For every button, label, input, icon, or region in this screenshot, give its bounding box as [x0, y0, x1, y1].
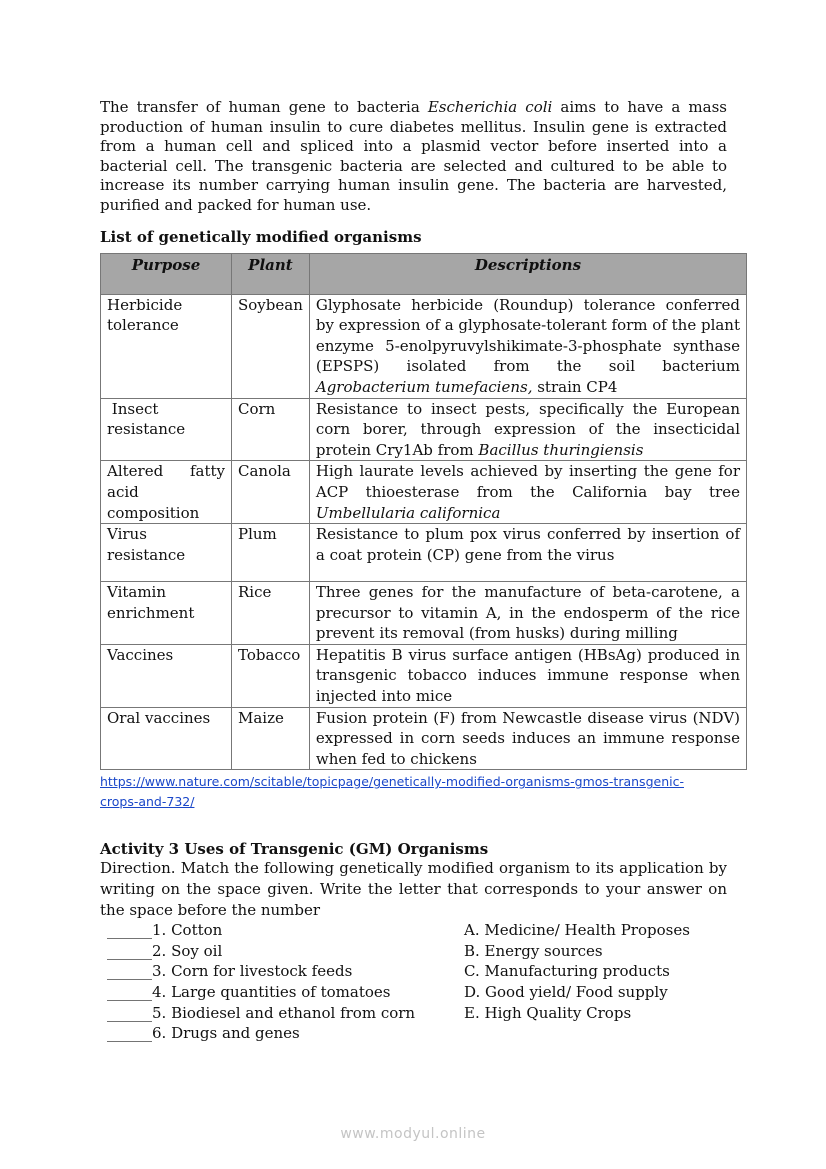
match-item[interactable]: ______1. Cotton	[107, 921, 223, 940]
cell-description	[309, 582, 746, 645]
desc-text: Glyphosate herbicide (Roundup) tolerance conferred by expression of a glyphosate-tolerant form of the plant enzyme 5-enolpyruvylshikimate-3-phosphate synthase (EPSPS) isolated from the soil bacterium	[315, 295, 740, 376]
match-option: A. Medicine/ Health Proposes	[464, 921, 690, 940]
cell-plant: Corn	[232, 398, 310, 461]
header-purpose: Purpose	[101, 253, 232, 294]
desc-text: Resistance to insect pests, specifically the European corn borer, through expression of the insecticidal protein Cry1Ab from	[315, 399, 740, 459]
match-option: E. High Quality Crops	[464, 1003, 632, 1022]
cell-description	[309, 707, 746, 770]
cell-description	[309, 294, 746, 398]
cell-description	[309, 524, 746, 582]
cell-plant: Rice	[232, 582, 310, 645]
cell-purpose: Insect resistance	[101, 398, 232, 461]
match-item[interactable]: ______6. Drugs and genes	[107, 1024, 300, 1043]
document-page	[100, 98, 740, 1050]
option-list	[464, 920, 690, 1023]
table-row	[101, 707, 747, 770]
desc-italic: Umbellularia californica	[315, 503, 501, 522]
organism-name: Escherichia coli	[427, 98, 553, 116]
table-row	[101, 644, 747, 707]
desc-text: Fusion protein (F) from Newcastle disease virus (NDV) expressed in corn seeds induces an immune response when fed to chickens	[315, 708, 740, 768]
desc-text: Resistance to plum pox virus conferred by insertion of a coat protein (CP) gene from the virus	[315, 525, 740, 564]
source-link[interactable]: https://www.nature.com/scitable/topicpage/genetically-modified-organisms-gmos-transgenic-crops-and-732/	[100, 774, 684, 810]
match-option: D. Good yield/ Food supply	[464, 983, 668, 1001]
match-option: B. Energy sources	[464, 941, 603, 960]
activity-direction: Direction. Match the following genetically modified organism to its application by writing on the space given. Write the letter that corresponds to your answer on the space before the number	[100, 859, 727, 919]
cell-purpose: Vaccines	[101, 644, 232, 707]
table-row	[101, 524, 747, 582]
header-plant: Plant	[232, 253, 310, 294]
cell-plant: Maize	[232, 707, 310, 770]
intro-paragraph	[100, 98, 727, 216]
cell-plant: Plum	[232, 524, 310, 582]
desc-text: Three genes for the manufacture of beta-carotene, a precursor to vitamin A, in the endosperm of the rice prevent its removal (from husks) during milling	[315, 583, 740, 643]
matching-exercise	[100, 920, 727, 1050]
table-row	[101, 461, 747, 524]
header-descriptions: Descriptions	[309, 253, 746, 294]
cell-purpose: Herbicide tolerance	[101, 294, 232, 398]
table-title: List of genetically modified organisms	[100, 227, 422, 246]
cell-purpose: Altered fatty acid composition	[101, 461, 232, 524]
cell-plant: Canola	[232, 461, 310, 524]
cell-purpose: Vitamin enrichment	[101, 582, 232, 645]
match-item[interactable]: ______2. Soy oil	[107, 941, 223, 960]
desc-italic: Bacillus thuringiensis	[478, 440, 644, 459]
cell-plant: Tobacco	[232, 644, 310, 707]
desc-text: Hepatitis B virus surface antigen (HBsAg) produced in transgenic tobacco induces immune response when injected into mice	[315, 645, 740, 706]
desc-text-end: strain CP4	[532, 377, 618, 396]
cell-description	[309, 644, 746, 707]
gmo-table	[100, 253, 747, 771]
activity-title: Activity 3 Uses of Transgenic (GM) Organisms	[100, 840, 489, 859]
desc-text: High laurate levels achieved by inserting the gene for ACP thioesterase from the California bay tree	[315, 462, 740, 501]
intro-text-2: aims to have a mass production of human insulin to cure diabetes mellitus. Insulin gene is extracted from a human cell and spliced into a plasmid vector before inserted into a bacterial cell. The transgenic bacteria are selected and cultured to be able to increase its number carrying human insulin gene. The bacteria are harvested, purified and packed for human use.	[100, 98, 727, 214]
cell-purpose: Oral vaccines	[101, 707, 232, 770]
cell-description	[309, 461, 746, 524]
intro-text-1: The transfer of human gene to bacteria	[100, 98, 428, 116]
table-row	[101, 582, 747, 645]
match-option: C. Manufacturing products	[464, 962, 670, 981]
match-item[interactable]: ______3. Corn for livestock feeds	[107, 962, 353, 981]
table-row	[101, 294, 747, 398]
table-row	[101, 398, 747, 461]
table-header-row	[101, 253, 747, 294]
item-list	[107, 920, 415, 1044]
cell-purpose: Virus resistance	[101, 524, 232, 582]
desc-italic: Agrobacterium tumefaciens,	[315, 377, 533, 396]
footer-watermark: www.modyul.online	[340, 1126, 486, 1142]
cell-plant: Soybean	[232, 294, 310, 398]
match-item[interactable]: ______4. Large quantities of tomatoes	[107, 983, 391, 1001]
cell-description	[309, 398, 746, 461]
match-item[interactable]: ______5. Biodiesel and ethanol from corn	[107, 1003, 416, 1022]
